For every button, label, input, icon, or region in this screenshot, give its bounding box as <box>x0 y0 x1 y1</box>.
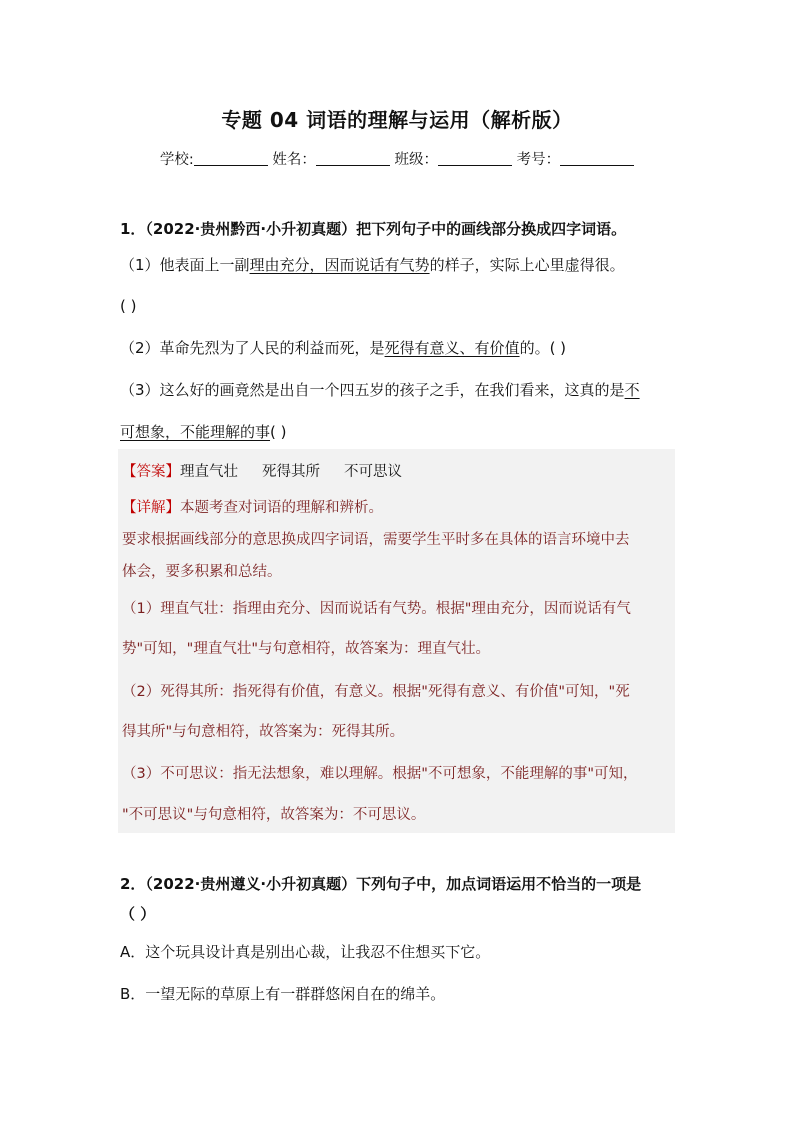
detail-line: 势"可知，"理直气壮"与句意相符，故答案为：理直气壮。 <box>122 641 491 657</box>
option-b[interactable]: B．一望无际的草原上有一群群悠闲自在的绵羊。 <box>120 985 446 1003</box>
detail-line: 体会，要多积累和总结。 <box>122 564 282 580</box>
underlined-phrase: 死得有意义、有价值 <box>384 339 520 357</box>
detail-line: （1）理直气壮：指理由充分、因而说话有气势。根据"理由充分，因而说话有气 <box>122 601 631 617</box>
student-info-line <box>0 148 794 169</box>
detail-intro: 【详解】本题考查对词语的理解和辨析。 <box>122 500 383 516</box>
answer-tag: 【答案】 <box>122 464 180 480</box>
option-a[interactable]: A．这个玩具设计真是别出心裁，让我忍不住想买下它。 <box>120 943 491 961</box>
class-blank[interactable] <box>438 151 512 166</box>
underlined-phrase: 可想象，不能理解的事 <box>120 423 271 441</box>
name-label: 姓名： <box>272 152 316 168</box>
question-1-stem: 1．（2022·贵州黔西·小升初真题）把下列句子中的画线部分换成四字词语。 <box>120 220 627 238</box>
underlined-phrase: 理由充分，因而说话有气势 <box>249 256 430 274</box>
name-blank[interactable] <box>316 151 390 166</box>
detail-line: "不可思议"与句意相符，故答案为：不可思议。 <box>122 807 426 823</box>
detail-tag: 【详解】 <box>122 500 180 516</box>
detail-line: 得其所"与句意相符，故答案为：死得其所。 <box>122 724 405 740</box>
page-title: 专题 04 词语的理解与运用（解析版） <box>221 108 573 132</box>
question-1-sentence-3: （3）这么好的画竟然是出自一个四五岁的孩子之手，在我们看来，这真的是不 <box>120 381 640 399</box>
question-2-stem: 2．（2022·贵州遵义·小升初真题）下列句子中，加点词语运用不恰当的一项是 <box>120 875 642 893</box>
answer-line: 【答案】理直气壮 死得其所 不可思议 <box>122 464 402 480</box>
answer-blank-1: ( ) <box>120 297 137 315</box>
exam-number-label: 考号： <box>516 152 561 168</box>
question-2-paren: （ ） <box>120 905 156 923</box>
exam-number-blank[interactable] <box>560 151 634 166</box>
question-1-sentence-2: （2）革命先烈为了人民的利益而死，是死得有意义、有价值的。( ) <box>120 339 567 357</box>
detail-line: （3）不可思议：指无法想象，难以理解。根据"不可想象，不能理解的事"可知， <box>122 766 638 782</box>
school-blank[interactable] <box>194 151 268 166</box>
underlined-phrase: 不 <box>624 381 640 399</box>
class-label: 班级： <box>394 152 438 168</box>
detail-line: （2）死得其所：指死得有价值，有意义。根据"死得有意义、有价值"可知，"死 <box>122 684 630 700</box>
question-1-sentence-1: （1）他表面上一副理由充分，因而说话有气势的样子，实际上心里虚得很。 <box>120 256 625 274</box>
school-label: 学校: <box>159 152 194 168</box>
question-1-sentence-3-cont: 可想象，不能理解的事( ) <box>120 423 287 441</box>
detail-line: 要求根据画线部分的意思换成四字词语，需要学生平时多在具体的语言环境中去 <box>122 532 630 548</box>
